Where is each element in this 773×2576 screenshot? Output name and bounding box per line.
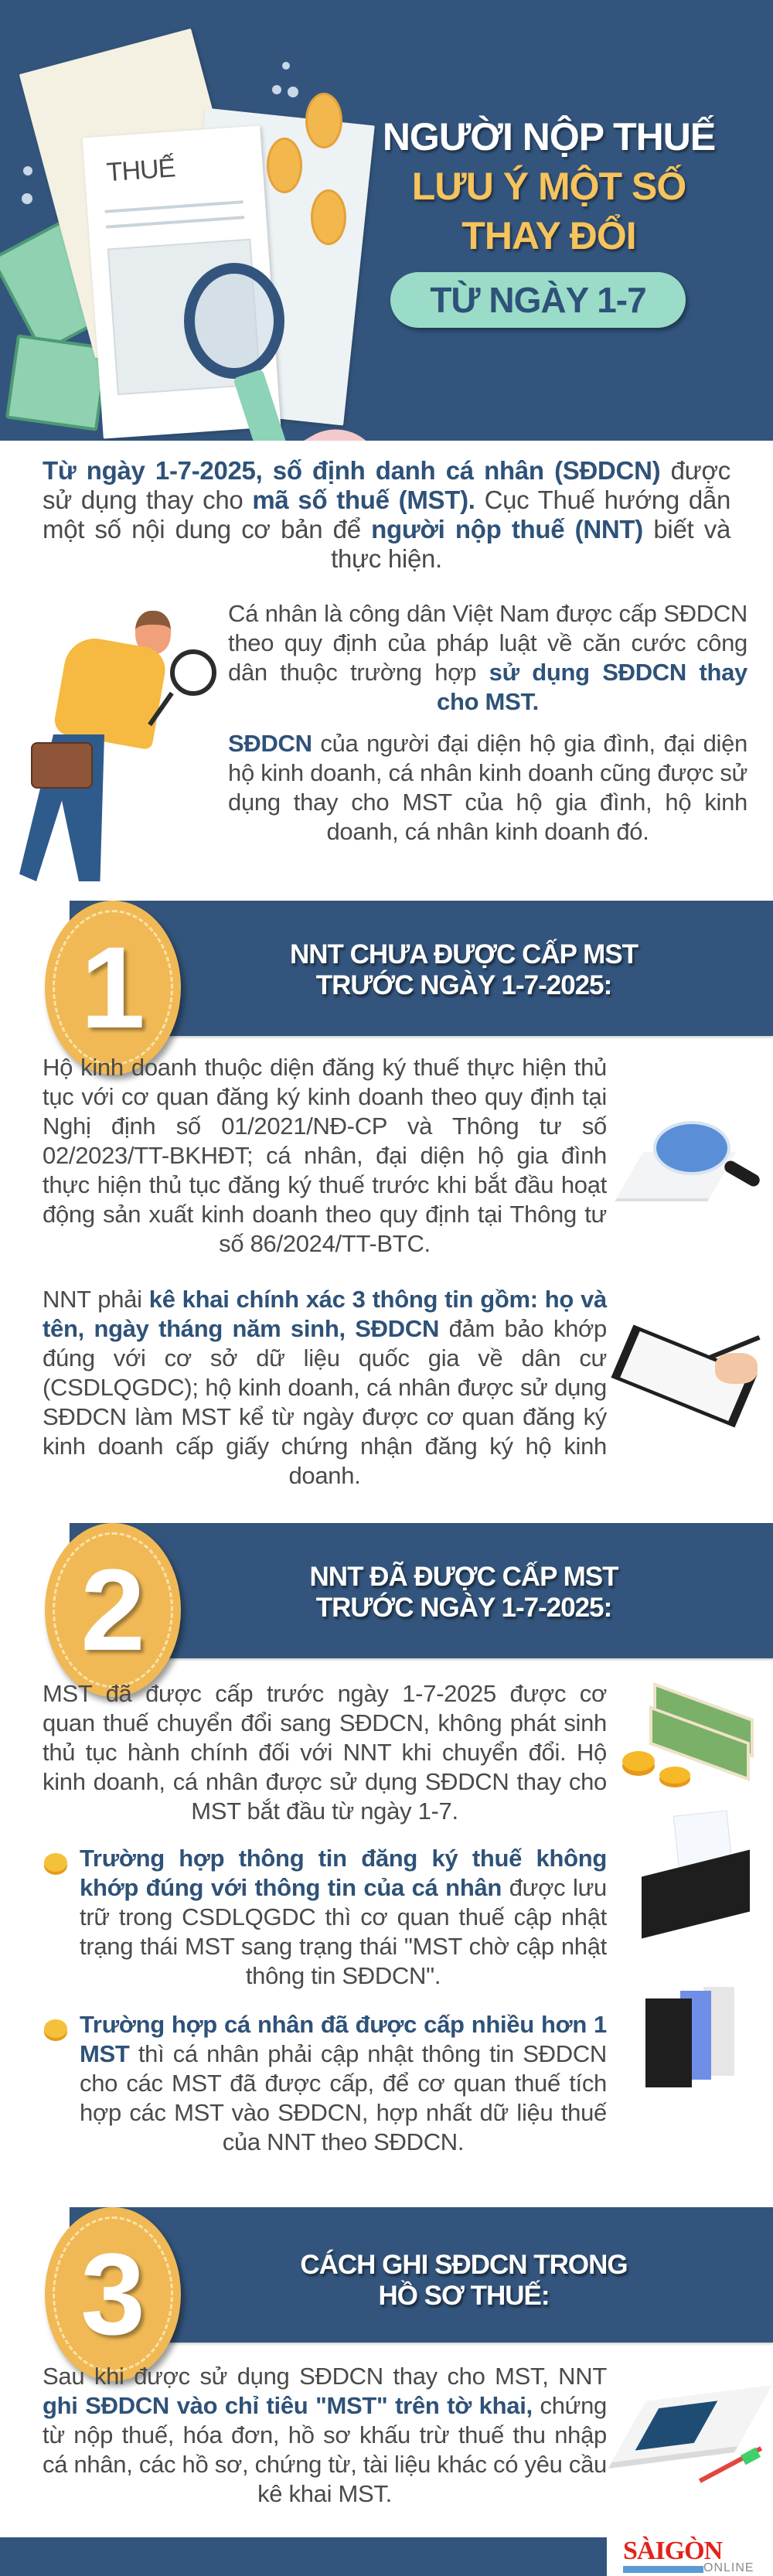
- document-analysis-magnifier-illustration: [618, 1113, 758, 1214]
- logo-strip: [623, 2566, 703, 2573]
- section-2-paragraph-1: [43, 1679, 607, 1826]
- magnifier-icon: [170, 649, 216, 696]
- logo-wordmark: SÀIGÒN: [623, 2537, 723, 2565]
- document-line: [104, 200, 243, 213]
- dot-decoration: [22, 193, 32, 204]
- person-paragraph-2: [228, 729, 747, 847]
- section-2-bullet-2: [80, 2010, 607, 2157]
- body-text: đảm bảo khớp đúng với cơ sở dữ liệu quốc gia về dân cư (CSDLQGDC); hộ kinh doanh, cá nhân được sử dụng SĐDCN làm MST kể từ ngày được cơ quan đăng ký kinh doanh cấp giấy chứng nhận đăng ký hộ kinh doanh.: [43, 1315, 607, 1489]
- section-number: 1: [80, 922, 145, 1052]
- tax-document-label: THUẾ: [105, 153, 176, 188]
- saigon-giai-phong-online-logo[interactable]: [623, 2538, 762, 2575]
- date-pill-label: TỪ NGÀY 1-7: [430, 280, 646, 320]
- intro-text: biết và thực hiện.: [331, 515, 730, 573]
- body-text: của người đại diện hộ gia đình, đại diện hộ kinh doanh, cá nhân kinh doanh cũng được sử dụng thay cho MST của hộ gia đình, hộ kinh doanh, cá nhân kinh doanh đó.: [228, 730, 747, 845]
- intro-highlight: người nộp thuế (NNT): [371, 515, 643, 543]
- body-text: MST đã được cấp trước ngày 1-7-2025 được cơ quan thuế chuyển đổi sang SĐDCN, không phát sinh thủ tục hành chính đối với NNT khi chuyển đổi. Hộ kinh doanh, cá nhân được sử dụng SĐDCN thay cho MST bắt đầu từ ngày 1-7.: [43, 1680, 607, 1825]
- section-number: 2: [80, 1545, 145, 1675]
- hand-icon: [715, 1353, 758, 1384]
- coin-bullet-icon: [44, 2019, 67, 2038]
- money-stack-illustration: [622, 1689, 765, 1790]
- binders-illustration: [626, 1979, 765, 2095]
- coin-icon: [311, 189, 346, 245]
- body-text: NNT phải: [43, 1286, 149, 1313]
- body-highlight: Trường hợp cá nhân đã được cấp nhiều hơn 1 MST: [80, 2011, 607, 2067]
- section-title-line: CÁCH GHI SĐDCN TRONG: [300, 2250, 628, 2280]
- section-3-title: [286, 2250, 642, 2312]
- report-papers-pencil-illustration: [618, 2377, 765, 2478]
- section-3-paragraph: [43, 2362, 607, 2509]
- coin-icon: [267, 138, 302, 193]
- section-title-line: NNT CHƯA ĐƯỢC CẤP MST: [290, 939, 638, 969]
- hero-title-line2: LƯU Ý MỘT SỐ: [411, 165, 686, 208]
- signing-document-illustration: [615, 1330, 761, 1423]
- body-highlight: kê khai chính xác 3 thông tin gồm: họ và tên, ngày tháng năm sinh, SĐDCN: [43, 1286, 607, 1342]
- intro-paragraph: [43, 456, 730, 574]
- logo-online-label: ONLINE: [703, 2561, 754, 2574]
- dot-decoration: [272, 85, 281, 94]
- person-paragraph-1: [228, 599, 747, 717]
- section-1-title: [286, 939, 642, 1001]
- hero-title-line1: NGƯỜI NỘP THUẾ: [382, 115, 716, 158]
- coin-bullet-icon: [44, 1853, 67, 1872]
- section-1-paragraph-1: [43, 1053, 607, 1259]
- intro-text: được sử dụng thay cho: [43, 456, 730, 514]
- briefcase-document-illustration: [618, 1809, 765, 1933]
- body-highlight: ghi SĐDCN vào chỉ tiêu "MST" trên tờ khai,: [43, 2392, 533, 2419]
- briefcase-icon: [31, 742, 93, 789]
- coin-icon: [305, 93, 342, 148]
- magnifier-handle: [722, 1159, 761, 1189]
- body-text: Hộ kinh doanh thuộc diện đăng ký thuế thực hiện thủ tục với cơ quan đăng ký kinh doanh theo quy định tại Nghị định số 01/2021/NĐ-CP và Thông tư số 02/2023/TT-BKHĐT; cá nhân, đại diện hộ gia đình thực hiện thủ tục đăng ký thuế trước khi bắt đầu hoạt động sản xuất kinh doanh theo quy định tại Thông tư số 86/2024/TT-BTC.: [43, 1054, 607, 1257]
- person-with-magnifier-illustration: [8, 603, 224, 881]
- body-text: Cá nhân là công dân Việt Nam được cấp SĐDCN theo quy định của pháp luật về căn cước công dân thuộc trường hợp: [228, 600, 747, 686]
- magnifier-lens: [653, 1121, 730, 1175]
- section-2-title: [286, 1562, 642, 1624]
- body-highlight: Trường hợp thông tin đăng ký thuế không khớp đúng với thông tin của cá nhân: [80, 1845, 607, 1901]
- intro-text: Cục Thuế hướng dẫn một số nội dung cơ bản để: [43, 486, 730, 543]
- section-title-line: TRƯỚC NGÀY 1-7-2025:: [315, 1593, 612, 1623]
- hero-header: [0, 0, 773, 441]
- section-title-line: TRƯỚC NGÀY 1-7-2025:: [315, 970, 612, 1000]
- open-box-icon: [642, 1850, 750, 1939]
- dot-decoration: [23, 166, 32, 175]
- section-number: 3: [80, 2229, 145, 2359]
- section-title-line: HỒ SƠ THUẾ:: [378, 2281, 550, 2311]
- coin-icon: [622, 1751, 655, 1771]
- coin-icon: [659, 1767, 690, 1784]
- section-title-line: NNT ĐÃ ĐƯỢC CẤP MST: [309, 1562, 618, 1592]
- person-sweater: [53, 634, 169, 751]
- binder-icon: [645, 1998, 692, 2087]
- intro-highlight: Từ ngày 1-7-2025, số định danh cá nhân (SĐDCN): [43, 456, 661, 485]
- footer-bar: [0, 2537, 607, 2576]
- magnifier-icon: [184, 263, 284, 379]
- body-text: chứng từ nộp thuế, hóa đơn, hồ sơ khấu trừ thuế thu nhập cá nhân, các hồ sơ, chứng từ, tài liệu khác có yêu cầu kê khai MST.: [43, 2392, 608, 2507]
- hero-title-line3: THAY ĐỔI: [461, 214, 636, 257]
- date-pill: [390, 272, 686, 328]
- document-line: [106, 216, 245, 229]
- dot-decoration: [282, 62, 290, 70]
- dot-decoration: [288, 87, 298, 97]
- section-2-bullet-1: [80, 1844, 607, 1991]
- body-highlight: sử dụng SĐDCN thay cho MST.: [437, 659, 747, 715]
- body-text: được lưu trữ trong CSDLQGDC thì cơ quan thuế cập nhật trạng thái MST sang trạng thái "MST chờ cập nhật thông tin SĐDCN".: [80, 1874, 607, 1989]
- section-2-number-medal: [45, 1523, 181, 1697]
- section-1-number-medal: [45, 901, 181, 1075]
- body-highlight: SĐDCN: [228, 730, 312, 757]
- body-text: thì cá nhân phải cập nhật thông tin SĐDCN cho các MST đã được cấp, để cơ quan thuế tích hợp các MST vào SĐDCN, hợp nhất dữ liệu thuế của NNT theo SĐDCN.: [80, 2040, 607, 2155]
- body-text: Sau khi được sử dụng SĐDCN thay cho MST, NNT: [43, 2363, 607, 2390]
- intro-highlight: mã số thuế (MST).: [252, 486, 475, 514]
- section-1-paragraph-2: [43, 1285, 607, 1491]
- section-3-number-medal: [45, 2207, 181, 2381]
